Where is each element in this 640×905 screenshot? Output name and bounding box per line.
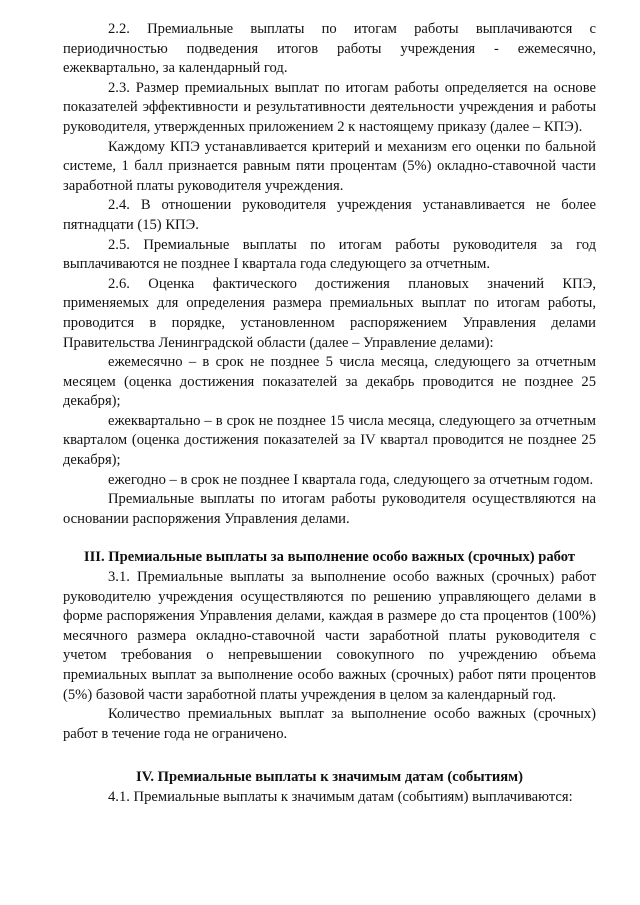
section-gap (63, 529, 596, 548)
paragraph-3-count: Количество премиальных выплат за выполнение особо важных (срочных) работ в течение года не ограничено. (63, 706, 596, 742)
section-3-heading: III. Премиальные выплаты за выполнение особо важных (срочных) работ (83, 549, 576, 566)
paragraph-basis: Премиальные выплаты по итогам работы руководителя осуществляются на основании распоряжения Управления делами. (63, 491, 596, 527)
section-gap (63, 744, 596, 768)
paragraph-2-2: 2.2. Премиальные выплаты по итогам работы выплачиваются с периодичностью подведения итогов работы учреждения - ежемесячно, ежеквартально, за календарный год. (63, 21, 596, 77)
paragraph-2-4: 2.4. В отношении руководителя учреждения устанавливается не более пятнадцати (15) КПЭ. (63, 197, 596, 233)
paragraph-kpe-criteria: Каждому КПЭ устанавливается критерий и механизм его оценки по бальной системе, 1 балл признается равным пяти процентам (5%) окладно-ставочной части заработной платы руководителя учреждения. (63, 138, 596, 194)
paragraph-3-1: 3.1. Премиальные выплаты за выполнение особо важных (срочных) работ руководителю учреждения осуществляются по решению управляющего делами в форме распоряжения Управления делами, каждая в размере до ста процентов (100%) месячного размера окладно-ставочной части заработной платы руководителя с учетом требования о непревышении совокупного по учреждению объема премиальных выплат за выполнение особо важных (срочных) работ пяти процентов (5%) базовой части заработной платы учреждения в целом за календарный год. (63, 569, 596, 703)
paragraph-quarterly: ежеквартально – в срок не позднее 15 числа месяца, следующего за отчетным кварталом (оценка достижения показателей за IV квартал проводится не позднее 25 декабря); (63, 412, 596, 469)
paragraph-yearly: ежегодно – в срок не позднее I квартала года, следующего за отчетным годом. (108, 471, 594, 488)
paragraph-2-6: 2.6. Оценка фактического достижения плановых значений КПЭ, применяемых для определения размера премиальных выплат по итогам работы, проводится в порядке, установленном распоряжением Управления делами Правительства Ленинградской области (далее – Управление делами): (63, 275, 596, 351)
paragraph-2-5: 2.5. Премиальные выплаты по итогам работы руководителя за год выплачиваются не позднее I квартала года следующего за отчетным. (63, 236, 596, 273)
paragraph-4-1: 4.1. Премиальные выплаты к значимым датам (событиям) выплачиваются: (108, 788, 573, 805)
section-4-heading: IV. Премиальные выплаты к значимым датам (событиям) (136, 769, 523, 786)
paragraph-2-3: 2.3. Размер премиальных выплат по итогам работы определяется на основе показателей эффективности и результативности деятельности учреждения и работы руководителя, утвержденных приложением 2 к настоящему приказу (далее – КПЭ). (63, 79, 596, 135)
paragraph-monthly: ежемесячно – в срок не позднее 5 числа месяца, следующего за отчетным месяцем (оценка достижения показателей за декабрь проводится не позднее 25 декабря); (63, 354, 596, 410)
